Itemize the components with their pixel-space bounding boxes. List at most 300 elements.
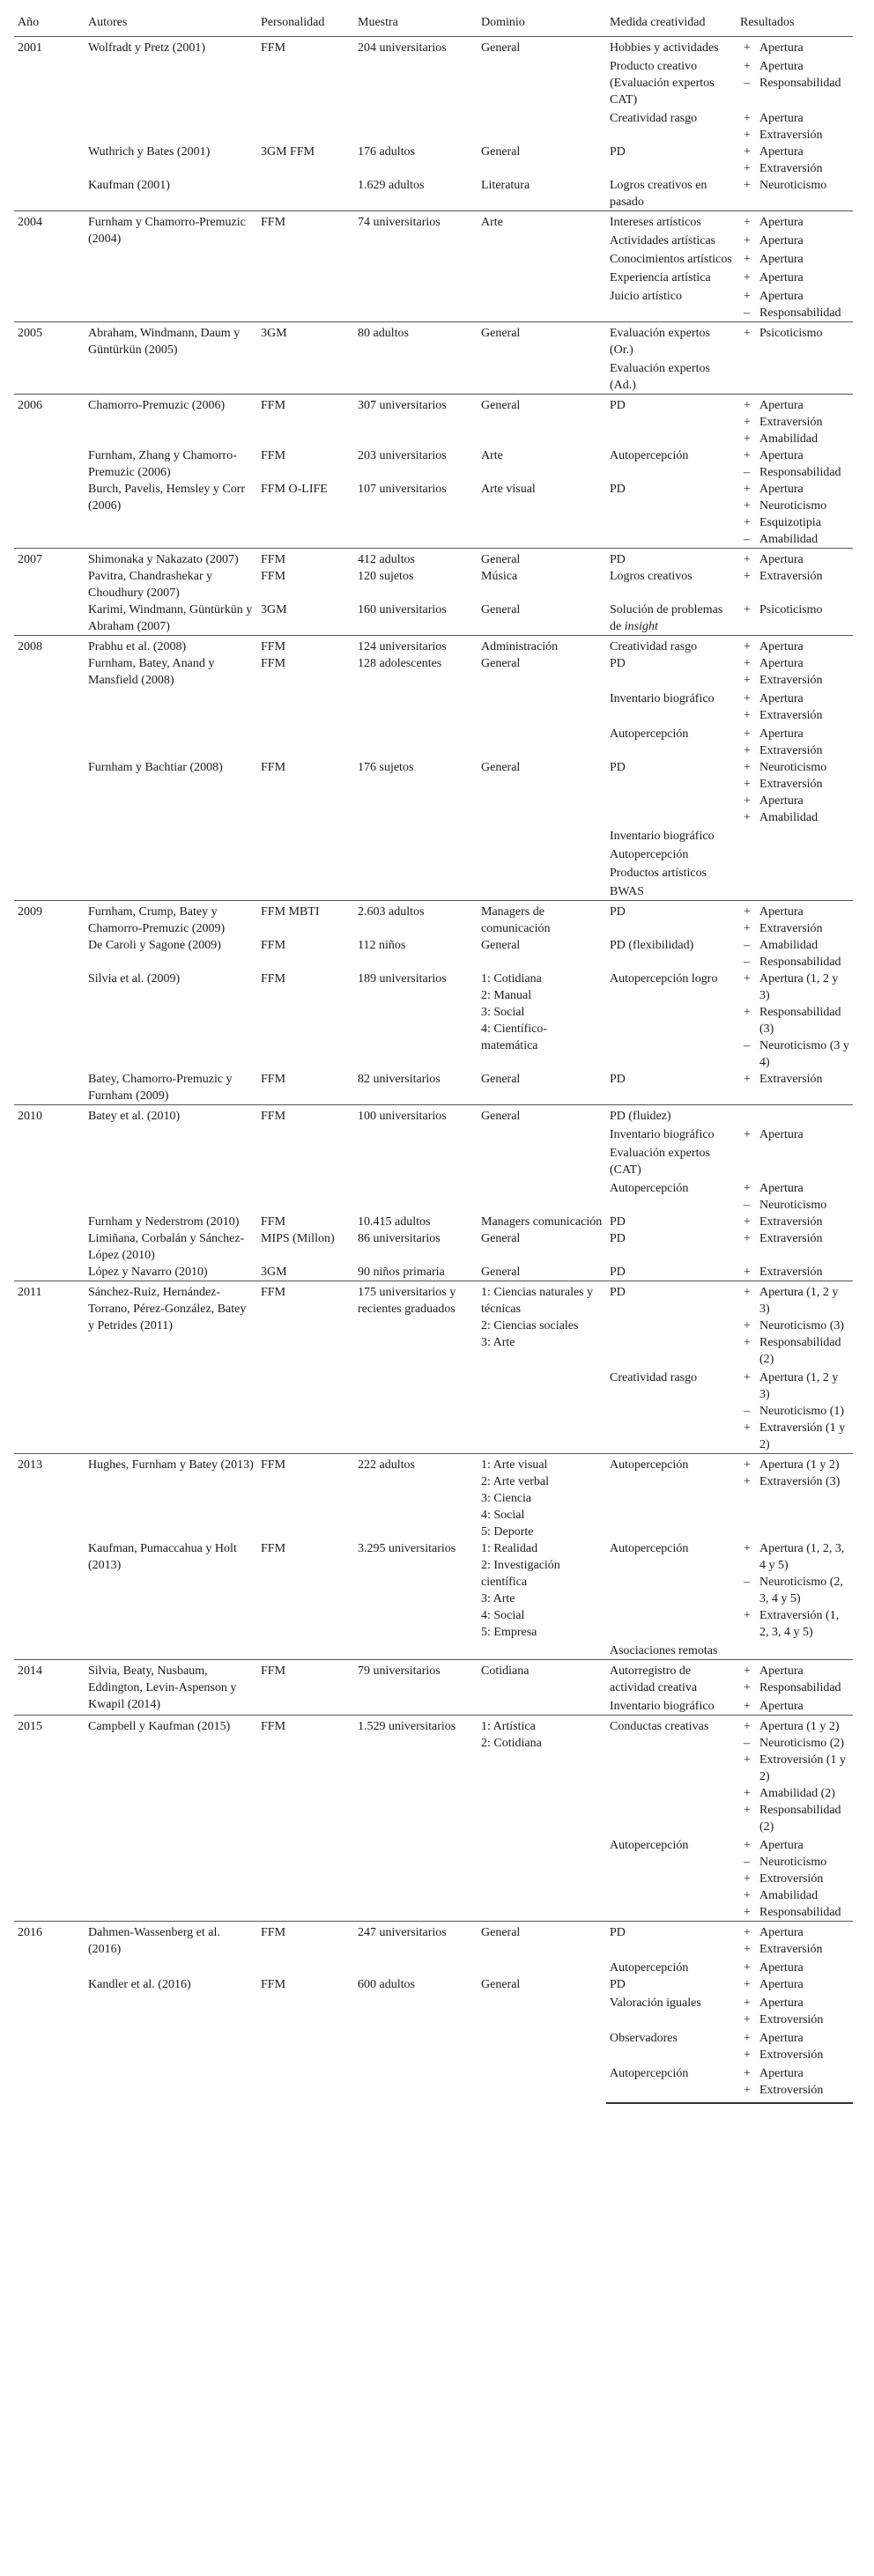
cell-authors: Prabhu et al. (2008) <box>85 636 257 656</box>
cell-year: 2008 <box>14 636 85 656</box>
result-sign: + <box>744 1872 751 1886</box>
cell-domain: General <box>481 145 521 159</box>
table-row <box>14 481 853 549</box>
header-measure: Medida creatividad <box>606 11 737 37</box>
result-trait: Apertura <box>759 483 804 496</box>
result-sign: + <box>744 1371 751 1384</box>
cell-personality: FFM <box>261 1215 286 1229</box>
cell-measure <box>606 268 737 286</box>
cell-results <box>737 1105 853 1126</box>
result-sign: + <box>744 1978 751 1991</box>
result-trait: Responsabilidad <box>759 466 841 479</box>
domain-item: 3: Social <box>481 1006 525 1019</box>
result-item <box>740 1837 851 1854</box>
result-trait: Responsabilidad <box>759 1681 841 1694</box>
result-trait: Amabilidad <box>759 432 818 446</box>
cell-measure <box>606 37 737 57</box>
measure-label: Autorregistro de actividad creativa <box>610 1664 698 1694</box>
result-sign: + <box>744 1664 751 1678</box>
result-trait: Apertura <box>759 60 804 73</box>
cell-domain <box>478 1281 606 1454</box>
result-trait: Apertura <box>759 290 804 303</box>
result-trait: Apertura (1, 2 y 3) <box>759 1371 839 1401</box>
result-item <box>740 2030 851 2047</box>
result-sign: + <box>744 692 751 705</box>
cell-measure <box>606 231 737 249</box>
cell-results <box>737 636 853 656</box>
measure-label: PD <box>610 1073 626 1086</box>
cell-year <box>14 447 85 481</box>
cell-authors: De Caroli y Sagone (2009) <box>88 939 221 952</box>
cell-year: 2006 <box>14 395 85 448</box>
cell-results <box>737 1976 853 1993</box>
result-trait: Apertura (1, 2 y 3) <box>759 1286 839 1316</box>
result-trait: Apertura <box>759 1926 804 1939</box>
result-trait: Responsabilidad (2) <box>759 1804 841 1834</box>
cell-domain <box>478 971 606 1071</box>
cell-personality: FFM <box>261 1073 286 1086</box>
cell-measure <box>606 144 737 177</box>
result-sign: – <box>744 1405 750 1418</box>
result-item <box>740 1230 851 1247</box>
cell-personality: FFM <box>257 1454 354 1541</box>
cell-results <box>737 937 853 971</box>
result-sign: + <box>744 1839 751 1852</box>
result-trait: Apertura <box>759 41 804 55</box>
result-item <box>740 1540 851 1574</box>
result-trait: Extraversión <box>759 162 823 175</box>
result-sign: + <box>744 657 751 670</box>
result-trait: Neuroticismo <box>759 1199 827 1212</box>
result-item <box>740 75 851 92</box>
result-item <box>740 2082 851 2099</box>
result-trait: Extroversión (1 y 2) <box>759 1753 846 1783</box>
result-sign: – <box>744 466 750 479</box>
result-item <box>740 397 851 414</box>
result-sign: + <box>744 1182 751 1195</box>
cell-results <box>737 1993 853 2028</box>
cell-measure <box>606 1264 737 1281</box>
measure-label: Autopercepción <box>610 449 689 462</box>
result-trait: Apertura (1 y 2) <box>759 1458 840 1472</box>
cell-measure <box>606 863 737 882</box>
result-item <box>740 1924 851 1941</box>
measure-label: PD <box>610 1232 626 1245</box>
result-item <box>740 1473 851 1490</box>
cell-measure <box>606 2063 737 2103</box>
cell-measure <box>606 177 737 211</box>
result-sign: – <box>744 1039 750 1052</box>
result-sign: + <box>744 2067 751 2080</box>
cell-sample: 79 universitarios <box>354 1660 478 1716</box>
cell-measure <box>606 655 737 689</box>
result-sign: + <box>744 416 751 429</box>
domain-item: 3: Arte <box>481 1592 515 1605</box>
result-sign: + <box>744 570 751 583</box>
result-trait: Neuroticismo (2) <box>759 1737 845 1750</box>
table-row <box>14 1716 853 1836</box>
measure-label: Inventario biográfico <box>610 830 715 843</box>
result-item <box>740 1960 851 1976</box>
measure-label: Actividades artísticas <box>610 234 716 247</box>
cell-results <box>737 481 853 549</box>
cell-results <box>737 249 853 268</box>
result-sign: + <box>744 922 751 935</box>
result-sign: + <box>744 674 751 687</box>
cell-results <box>737 1454 853 1541</box>
measure-label: Logros creativos en pasado <box>610 179 707 209</box>
result-item <box>740 1004 851 1037</box>
table-row <box>14 1071 853 1105</box>
cell-year: 2013 <box>14 1454 85 1541</box>
result-trait: Extraversión <box>759 416 823 429</box>
cell-domain: General <box>481 657 521 670</box>
table-row <box>14 937 853 971</box>
table-row <box>14 1922 853 1959</box>
cell-measure <box>606 286 737 322</box>
result-sign: + <box>744 1787 751 1800</box>
header-results: Resultados <box>737 11 853 37</box>
result-trait: Psicoticismo <box>759 327 823 340</box>
domain-item: 4: Social <box>481 1609 525 1622</box>
cell-measure <box>606 481 737 549</box>
measure-label: PD <box>610 657 626 670</box>
cell-results <box>737 1230 853 1264</box>
cell-personality: FFM <box>257 1105 354 1214</box>
table-row <box>14 971 853 1071</box>
domain-item: 4: Social <box>481 1509 525 1522</box>
cell-results <box>737 1071 853 1105</box>
result-item <box>740 1854 851 1871</box>
cell-sample: 175 universitarios y recientes graduados <box>354 1281 478 1454</box>
result-item <box>740 920 851 937</box>
cell-authors: Hughes, Furnham y Batey (2013) <box>85 1454 257 1541</box>
measure-label: Hobbies y actividades <box>610 41 719 55</box>
cell-domain: Managers comunicación <box>481 1215 603 1229</box>
domain-item: 4: Científico-matemática <box>481 1022 548 1052</box>
measure-label: BWAS <box>610 885 644 898</box>
result-trait: Apertura <box>759 657 804 670</box>
cell-measure <box>606 1835 737 1922</box>
cell-personality <box>257 177 354 211</box>
cell-authors: Abraham, Windmann, Daum y Güntürkün (2005) <box>85 322 257 395</box>
header-authors: Autores <box>85 11 257 37</box>
cell-authors: Wuthrich y Bates (2001) <box>88 145 211 159</box>
cell-results <box>737 286 853 322</box>
cell-measure <box>606 1105 737 1126</box>
result-item <box>740 1941 851 1958</box>
cell-measure <box>606 845 737 863</box>
result-trait: Apertura <box>759 271 804 284</box>
cell-sample: 189 universitarios <box>358 972 447 985</box>
cell-results <box>737 568 853 602</box>
result-sign: + <box>744 778 751 791</box>
result-item <box>740 233 851 249</box>
cell-measure <box>606 759 737 826</box>
table-row <box>14 1540 853 1641</box>
cell-domain: General <box>481 1232 521 1245</box>
cell-domain: Administración <box>478 636 606 656</box>
cell-sample: 307 universitarios <box>354 395 478 448</box>
measure-label: Autopercepción <box>610 1458 689 1472</box>
result-trait: Extroversión <box>759 2013 824 2026</box>
cell-domain: Música <box>481 570 518 583</box>
result-sign: + <box>744 1542 751 1555</box>
result-sign: – <box>744 939 750 952</box>
cell-year: 2010 <box>14 1105 85 1214</box>
cell-year <box>14 937 85 971</box>
measure-label: Observadores <box>610 2032 678 2045</box>
cell-year <box>14 1540 85 1660</box>
cell-results <box>737 759 853 826</box>
measure-label: Evaluación expertos (Ad.) <box>610 362 710 392</box>
result-item <box>740 971 851 1004</box>
cell-measure <box>606 447 737 481</box>
result-item <box>740 1574 851 1607</box>
measure-label: PD <box>610 905 626 919</box>
result-trait: Apertura <box>759 727 804 741</box>
result-sign: + <box>744 1073 751 1086</box>
cell-results <box>737 358 853 395</box>
result-item <box>740 602 851 618</box>
result-trait: Neuroticismo <box>759 761 827 774</box>
table-row <box>14 1660 853 1697</box>
table-row <box>14 1214 853 1230</box>
result-sign: + <box>744 1475 751 1488</box>
measure-label: PD (flexibilidad) <box>610 939 694 952</box>
result-trait: Apertura <box>759 234 804 247</box>
result-trait: Extraversión <box>759 744 823 757</box>
cell-results <box>737 144 853 177</box>
result-sign: + <box>744 1421 751 1435</box>
result-sign: + <box>744 449 751 462</box>
result-sign: + <box>744 2032 751 2045</box>
measure-label: Evaluación expertos (Or.) <box>610 327 710 357</box>
cell-sample: 100 universitarios <box>354 1105 478 1214</box>
cell-results <box>737 37 853 57</box>
result-trait: Neuroticismo (3 y 4) <box>759 1039 849 1069</box>
cell-year: 2016 <box>14 1922 85 1977</box>
measure-label: Creatividad rasgo <box>610 1371 698 1384</box>
result-item <box>740 447 851 464</box>
result-item <box>740 214 851 231</box>
cell-year <box>14 759 85 901</box>
result-item <box>740 1887 851 1904</box>
result-trait: Neuroticismo (1) <box>759 1405 845 1418</box>
measure-label: Experiencia artística <box>610 271 711 284</box>
result-trait: Apertura <box>759 145 804 159</box>
cell-results <box>737 1264 853 1281</box>
result-trait: Apertura <box>759 1700 804 1713</box>
result-sign: + <box>744 1720 751 1733</box>
domain-item: 1: Ciencias naturales y técnicas <box>481 1286 594 1316</box>
cell-results <box>737 1368 853 1454</box>
result-sign: + <box>744 761 751 774</box>
measure-label: PD <box>610 761 626 774</box>
cell-results <box>737 395 853 448</box>
result-sign: + <box>744 129 751 142</box>
result-sign: + <box>744 253 751 266</box>
result-trait: Neuroticismo (3) <box>759 1319 845 1332</box>
cell-authors: Furnham y Nederstrom (2010) <box>88 1215 240 1229</box>
result-item <box>740 110 851 127</box>
table-row <box>14 211 853 232</box>
cell-measure <box>606 1958 737 1976</box>
result-trait: Apertura (1 y 2) <box>759 1720 840 1733</box>
table-row <box>14 1105 853 1126</box>
table-row <box>14 549 853 569</box>
cell-measure <box>606 826 737 845</box>
cell-authors: Furnham, Zhang y Chamorro-Premuzic (2006) <box>88 449 237 479</box>
cell-authors: Karimi, Windmann, Güntürkün y Abraham (2007) <box>88 603 253 633</box>
cell-year <box>14 655 85 759</box>
result-trait: Extraversión (1, 2, 3, 4 y 5) <box>759 1609 840 1639</box>
cell-measure <box>606 358 737 395</box>
cell-sample: 80 adultos <box>354 322 478 395</box>
cell-personality: FFM O-LIFE <box>261 483 328 496</box>
result-trait: Esquizotipia <box>759 516 821 529</box>
result-trait: Extraversión <box>759 1215 823 1229</box>
cell-results <box>737 177 853 211</box>
result-trait: Apertura <box>759 692 804 705</box>
measure-label: Valoración iguales <box>610 1997 701 2010</box>
cell-measure <box>606 1716 737 1836</box>
cell-measure <box>606 1230 737 1264</box>
result-trait: Apertura <box>759 2067 804 2080</box>
result-item <box>740 1334 851 1368</box>
measure-label: Inventario biográfico <box>610 1128 715 1141</box>
cell-authors: Pavitra, Chandrashekar y Choudhury (2007) <box>88 570 213 600</box>
result-sign: + <box>744 1700 751 1713</box>
cell-measure <box>606 108 737 144</box>
result-item <box>740 776 851 793</box>
cell-domain: General <box>478 37 606 144</box>
result-item <box>740 1698 851 1715</box>
result-trait: Amabilidad <box>759 1889 818 1902</box>
result-trait: Responsabilidad (2) <box>759 1336 841 1366</box>
result-item <box>740 672 851 689</box>
cell-sample: 1.529 universitarios <box>354 1716 478 1922</box>
result-sign: + <box>744 2048 751 2062</box>
result-trait: Apertura <box>759 112 804 125</box>
cell-sample: 204 universitarios <box>354 37 478 144</box>
measure-label: Solución de problemas de insight <box>610 603 723 633</box>
cell-results <box>737 108 853 144</box>
cell-measure <box>606 724 737 759</box>
cell-personality: FFM <box>261 449 286 462</box>
result-trait: Apertura <box>759 553 804 566</box>
result-trait: Responsabilidad <box>759 306 841 320</box>
result-trait: Neuroticismo <box>759 179 827 192</box>
cell-measure <box>606 2028 737 2063</box>
cell-year: 2005 <box>14 322 85 395</box>
measure-label: Inventario biográfico <box>610 692 715 705</box>
measure-label: Juicio artístico <box>610 290 683 303</box>
cell-year <box>14 971 85 1071</box>
cell-sample: 222 adultos <box>354 1454 478 1541</box>
table-row <box>14 636 853 656</box>
cell-authors: Silvia, Beaty, Nusbaum, Eddington, Levin-Aspenson y Kwapil (2014) <box>85 1660 257 1716</box>
cell-measure <box>606 395 737 448</box>
result-item <box>740 742 851 759</box>
table-row <box>14 37 853 57</box>
measure-label: Creatividad rasgo <box>610 112 698 125</box>
result-item <box>740 1403 851 1420</box>
result-trait: Extroversión <box>759 2084 824 2097</box>
result-sign: + <box>744 709 751 722</box>
result-item <box>740 431 851 447</box>
cell-year <box>14 568 85 602</box>
result-item <box>740 1904 851 1921</box>
result-item <box>740 954 851 971</box>
result-sign: + <box>744 1128 751 1141</box>
result-item <box>740 759 851 776</box>
result-sign: + <box>744 794 751 808</box>
result-item <box>740 2011 851 2028</box>
cell-authors: Batey, Chamorro-Premuzic y Furnham (2009) <box>88 1073 233 1103</box>
cell-results <box>737 971 853 1071</box>
result-sign: + <box>744 1458 751 1472</box>
cell-personality: 3GM <box>261 603 287 616</box>
cell-domain: General <box>481 603 521 616</box>
table-row <box>14 1264 853 1281</box>
cell-measure <box>606 1454 737 1541</box>
cell-measure <box>606 568 737 602</box>
result-sign: + <box>744 905 751 919</box>
result-sign: + <box>744 516 751 529</box>
cell-personality: FFM <box>257 549 354 569</box>
table-row <box>14 322 853 359</box>
cell-results <box>737 1540 853 1641</box>
domain-item: 1: Realidad <box>481 1542 538 1555</box>
measure-label: Asociaciones remotas <box>610 1644 718 1657</box>
result-item <box>740 1663 851 1679</box>
measure-label: Autopercepción <box>610 727 689 741</box>
result-trait: Apertura <box>759 399 804 412</box>
result-trait: Extraversión <box>759 1943 823 1956</box>
cell-measure <box>606 249 737 268</box>
measure-label: PD <box>610 1978 626 1991</box>
result-trait: Responsabilidad (3) <box>759 1006 841 1036</box>
result-trait: Responsabilidad <box>759 956 841 969</box>
result-item <box>740 1214 851 1230</box>
result-trait: Extraversión <box>759 778 823 791</box>
result-trait: Apertura <box>759 794 804 808</box>
result-trait: Apertura <box>759 253 804 266</box>
cell-authors: Limiñana, Corbalán y Sánchez-López (2010) <box>88 1232 245 1262</box>
result-item <box>740 1180 851 1197</box>
cell-sample: 247 universitarios <box>354 1922 478 1977</box>
result-item <box>740 2065 851 2082</box>
cell-domain: General <box>478 1105 606 1214</box>
result-trait: Apertura <box>759 216 804 229</box>
result-trait: Extraversión <box>759 709 823 722</box>
measure-label: Autopercepción <box>610 2067 689 2080</box>
result-item <box>740 1318 851 1334</box>
result-item <box>740 551 851 568</box>
cell-authors: López y Navarro (2010) <box>88 1266 208 1279</box>
cell-sample: 82 universitarios <box>358 1073 441 1086</box>
cell-authors: Furnham y Bachtiar (2008) <box>88 761 223 774</box>
result-item <box>740 1264 851 1281</box>
cell-domain: Managers de comunicación <box>478 901 606 938</box>
result-sign: + <box>744 1997 751 2010</box>
measure-label: Autopercepción <box>610 1542 689 1555</box>
domain-item: 5: Empresa <box>481 1626 537 1639</box>
result-sign: + <box>744 2084 751 2097</box>
cell-personality: FFM <box>257 1716 354 1922</box>
cell-personality: FFM <box>257 1281 354 1454</box>
